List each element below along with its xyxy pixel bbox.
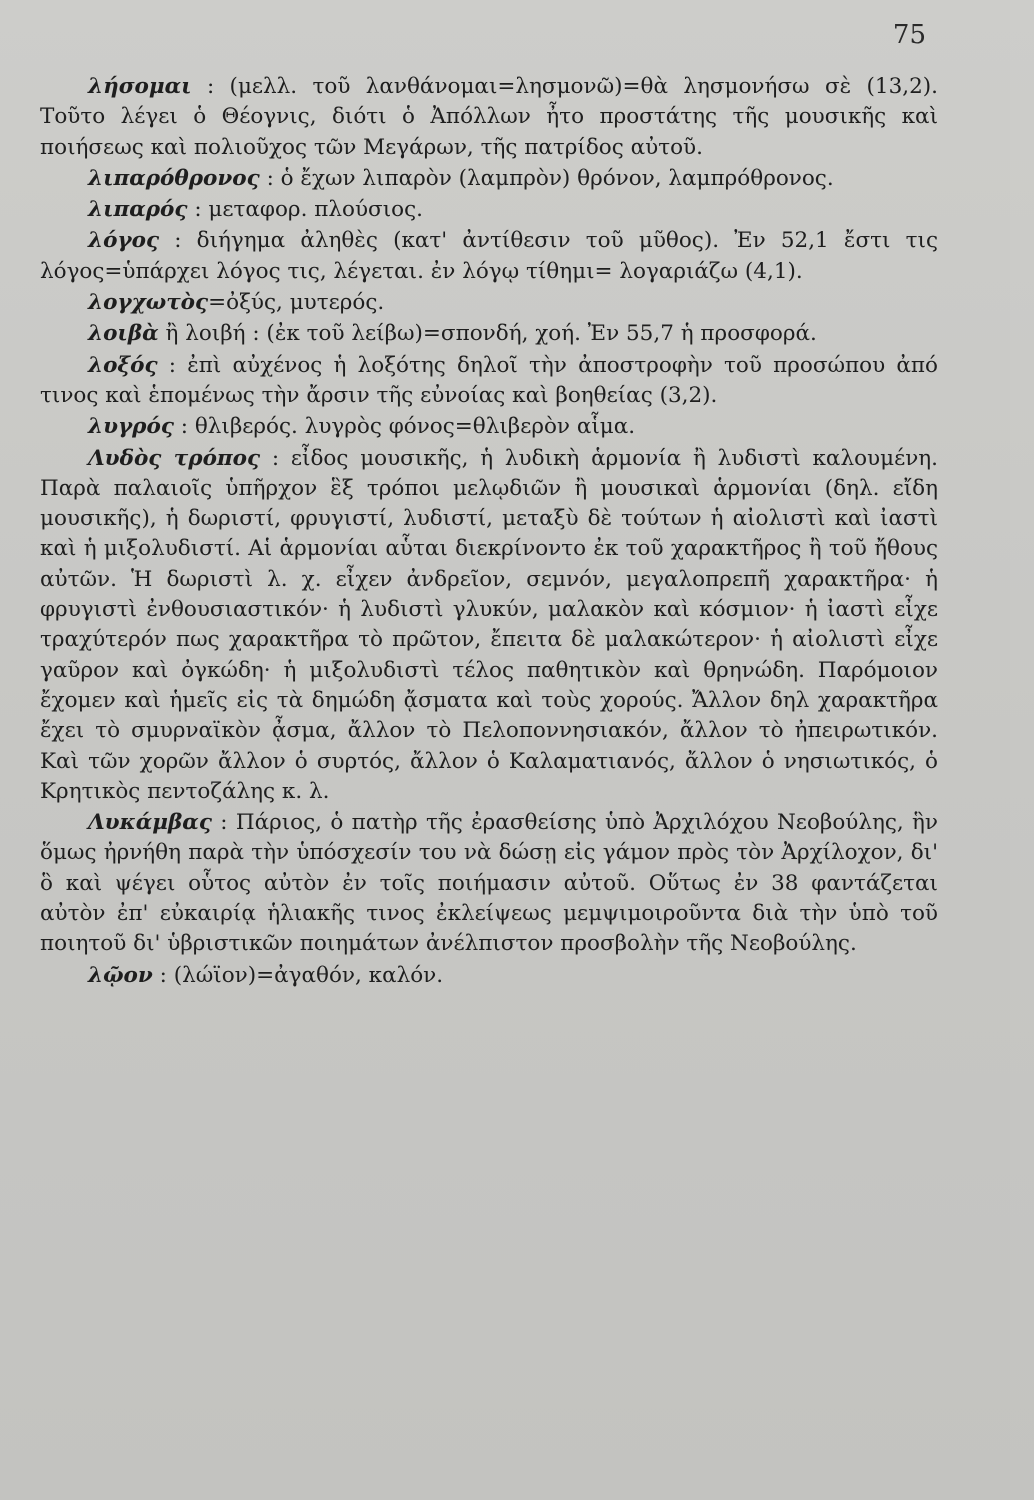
entry-lemma: λήσομαι: [88, 74, 192, 99]
glossary-entry: [40, 164, 938, 194]
entry-definition: : εἶδος μουσικῆς, ἡ λυδικὴ ἁρμονία ἢ λυδιστὶ καλουμένη. Παρὰ παλαιοῖς ὑπῆρχον ἓξ τρόποι μελῳδιῶν ἢ μουσικαὶ ἁρμονίαι (δηλ. εἴδη μουσικῆς), ἡ δωριστί, φρυγιστί, λυδιστί, μεταξὺ δὲ τούτων ἡ αἰολιστὶ καὶ ἰαστὶ καὶ ἡ μιξολυδιστί. Αἱ ἁρμονίαι αὗται διεκρίνοντο ἐκ τοῦ χαρακτῆρος ἢ τοῦ ἤθους αὐτῶν. Ἡ δωριστὶ λ. χ. εἶχεν ἀνδρεῖον, σεμνόν, μεγαλοπρεπῆ χαρακτῆρα· ἡ φρυγιστὶ ἐνθουσιαστικόν· ἡ λυδιστὶ γλυκύν, μαλακὸν καὶ κόσμιον· ἡ ἰαστὶ εἶχε τραχύτερόν πως χαρακτῆρα τὸ πρῶτον, ἔπειτα δὲ μαλακώτερον· ἡ αἰολιστὶ εἶχε γαῦρον καὶ ὀγκώδη· ἡ μιξολυδιστὶ τέλος παθητικὸν καὶ θρηνώδη. Παρόμοιον ἔχομεν καὶ ἡμεῖς εἰς τὰ δημώδη ᾄσματα καὶ τοὺς χορούς. Ἄλλον δηλ χαρακτῆρα ἔχει τὸ σμυρναϊκὸν ᾆσμα, ἄλλον τὸ Πελοποννησιακόν, ἄλλον τὸ ἠπειρωτικόν. Καὶ τῶν χορῶν ἄλλον ὁ συρτός, ἄλλον ὁ Καλαματιανός, ἄλλον ὁ νησιωτικός, ὁ Κρητικὸς πεντοζάλης κ. λ.: [40, 445, 938, 804]
entry-definition: : Πάριος, ὁ πατὴρ τῆς ἐρασθείσης ὑπὸ Ἀρχιλόχου Νεοβούλης, ἣν ὅμως ἠρνήθη παρὰ τὴν ὑπόσχεσίν του νὰ δώσῃ εἰς γάμον πρὸς τὸν Ἀρχίλοχον, δι' ὃ καὶ ψέγει οὗτος αὐτὸν ἐν τοῖς ποιήμασιν αὐτοῦ. Οὕτως ἐν 38 φαντάζεται αὐτὸν ἐπ' εὐκαιρίᾳ ἡλιακῆς τινος ἐκλείψεως μεμψιμοιροῦντα διὰ τὴν ὑπὸ τοῦ ποιητοῦ δι' ὑβριστικῶν ποιημάτων ἀνέλπιστον προσβολὴν τῆς Νεοβούλης.: [40, 810, 938, 957]
glossary-entry: [40, 72, 938, 163]
glossary-entry: [40, 226, 938, 287]
glossary-text: [40, 72, 938, 991]
entry-lemma: λόγος: [88, 228, 160, 254]
entry-definition: : μεταφορ. πλούσιος.: [187, 197, 423, 223]
entry-lemma: Λυκάμβας: [88, 810, 212, 836]
entry-definition: : (λώϊον)=ἀγαθόν, καλόν.: [152, 962, 444, 988]
entry-definition: : ὁ ἔχων λιπαρὸν (λαμπρὸν) θρόνον, λαμπρόθρονος.: [259, 165, 834, 191]
entry-lemma: λιπαρόθρονος: [88, 165, 260, 191]
page-number: 75: [892, 20, 926, 50]
entry-lemma: λοιβὰ: [88, 321, 159, 347]
entry-definition: : (μελλ. τοῦ λανθάνομαι=λησμονῶ)=θὰ λησμονήσω σὲ (13,2). Τοῦτο λέγει ὁ Θέογνις, διότι ὁ Ἀπόλλων ἦτο προστάτης τῆς μουσικῆς καὶ ποιήσεως καὶ πολιοῦχος τῶν Μεγάρων, τῆς πατρίδος αὐτοῦ.: [40, 74, 938, 160]
glossary-entry: [40, 351, 938, 412]
glossary-entry: [40, 195, 938, 225]
glossary-entry: [40, 808, 938, 959]
entry-definition: : διήγημα ἀληθὲς (κατ' ἀντίθεσιν τοῦ μῦθος). Ἐν 52,1 ἔστι τις λόγος=ὑπάρχει λόγος τις, λέγεται. ἐν λόγῳ τίθημι= λογαριάζω (4,1).: [40, 228, 938, 284]
glossary-entry: [40, 288, 938, 318]
entry-lemma: λυγρός: [88, 414, 174, 440]
entry-definition: : θλιβερός. λυγρὸς φόνος=θλιβερὸν αἷμα.: [173, 414, 636, 440]
entry-definition: : ἐπὶ αὐχένος ἡ λοξότης δηλοῖ τὴν ἀποστροφὴν τοῦ προσώπου ἀπό τινος καὶ ἑπομένως τὴν ἄρσιν τῆς εὐνοίας καὶ βοηθείας (3,2).: [40, 352, 938, 408]
glossary-entry: [40, 961, 938, 991]
glossary-entry: [40, 319, 938, 349]
entry-lemma: λῷον: [88, 962, 153, 988]
glossary-entry: [40, 412, 938, 442]
entry-definition: =ὀξύς, μυτερός.: [208, 290, 385, 316]
entry-lemma: λιπαρός: [88, 197, 188, 223]
entry-lemma: λοξός: [88, 352, 158, 378]
entry-lemma: Λυδὸς τρόπος: [88, 445, 261, 471]
glossary-entry: [40, 444, 938, 808]
entry-lemma: λογχωτὸς: [88, 290, 209, 316]
entry-definition: ἢ λοιβή : (ἐκ τοῦ λείβω)=σπονδή, χοή. Ἐν 55,7 ἡ προσφορά.: [158, 321, 817, 347]
